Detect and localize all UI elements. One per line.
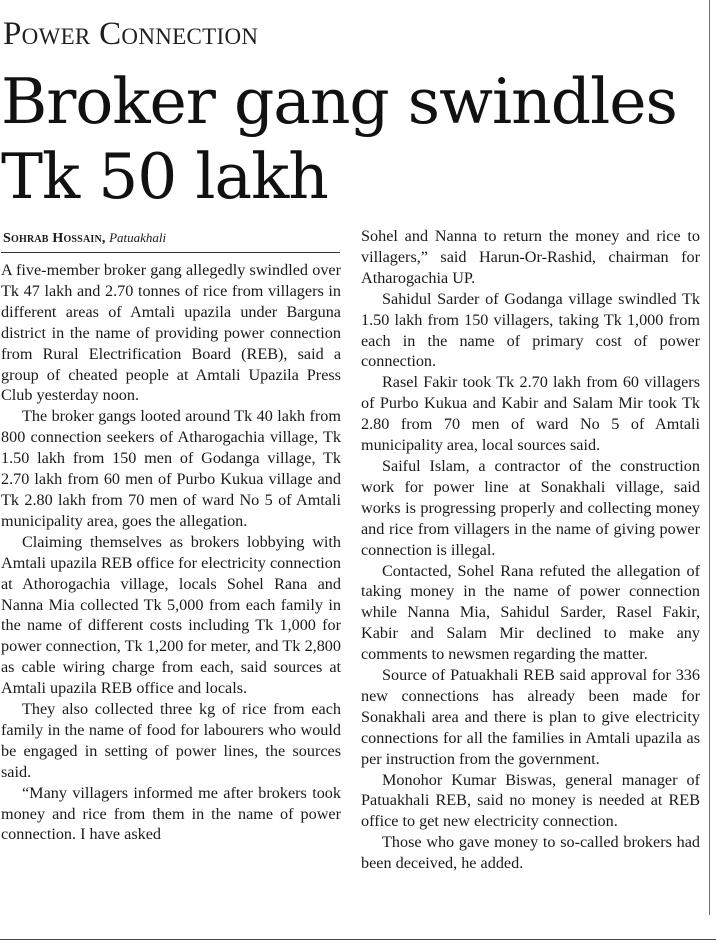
article-paragraph: Those who gave money to so-called brokers had been deceived, he added. (361, 833, 700, 873)
article-paragraph: Monohor Kumar Biswas, general manager of Patuakhali REB, said no money is needed at REB office to get new electricity connection. (361, 770, 700, 831)
article-paragraph: Sohel and Nanna to return the money and rice to villagers,” said Harun-Or-Rashid, chairman for Atharogachia UP. (361, 227, 700, 287)
article-paragraph: Saiful Islam, a contractor of the construction work for power line at Sonakhali village, said works is progressing properly and collecting money and rice from villagers in the name of giving power connection is illegal. (361, 456, 700, 559)
dateline-location: Patuakhali (109, 230, 167, 245)
article-paragraph: The broker gangs looted around Tk 40 lakh from 800 connection seekers of Atharogachia village, Tk 1.50 lakh from 150 men of Godanga village, Tk 2.70 lakh from 60 men of Purbo Kukua village and Tk 2.80 lakh from 70 men of ward No 5 of Amtali municipality area, goes the allegation. (1, 407, 341, 530)
article-column-left (1, 260, 341, 845)
page-edge-rule (709, 0, 710, 915)
article-paragraph: Rasel Fakir took Tk 2.70 lakh from 60 villagers of Purbo Kukua and Kabir and Salam Mir took Tk 2.80 from 70 men of ward No 5 of Amtali municipality area, local sources said. (361, 373, 700, 455)
byline-divider (1, 252, 340, 253)
byline (3, 229, 166, 248)
article-paragraph: Contacted, Sohel Rana refuted the allegation of taking money in the name of power connection while Nanna Mia, Sahidul Sarder, Rasel Fakir, Kabir and Salam Mir declined to make any comments to newsmen regarding the matter. (361, 561, 700, 664)
article-paragraph: A five-member broker gang allegedly swindled over Tk 47 lakh and 2.70 tonnes of rice from villagers in different areas of Amtali upazila under Barguna district in the name of providing power connection from Rural Electrification Board (REB), said a group of cheated people at Amtali Upazila Press Club yesterday noon. (1, 261, 341, 405)
author-name: Sohrab Hossain, (3, 231, 106, 246)
section-label: Power Connection (3, 16, 259, 52)
article-paragraph: Sahidul Sarder of Godanga village swindled Tk 1.50 lakh from 150 villagers, taking Tk 1,000 from each in the name of primary cost of power connection. (361, 289, 700, 371)
headline: Broker gang swindles Tk 50 lakh (1, 65, 677, 213)
article-paragraph: Source of Patuakhali REB said approval for 336 new connections has already been made for Sonakhali area and there is plan to give electricity connections for all the families in Amtali upazila as per instruction from the government. (361, 666, 700, 768)
bottom-rule (0, 939, 716, 940)
article-paragraph: Claiming themselves as brokers lobbying with Amtali upazila REB office for electricity connection at Athorogachia village, locals Sohel Rana and Nanna Mia collected Tk 5,000 from each family in the name of different costs including Tk 1,000 for power connection, Tk 1,200 for meter, and Tk 2,800 as cable wiring charge from each, said sources at Amtali upazila REB office and locals. (1, 532, 341, 698)
article-paragraph: They also collected three kg of rice from each family in the name of food for labourers who would be engaged in setting of power lines, the sources said. (1, 700, 341, 781)
article-column-right (361, 226, 700, 874)
article-paragraph: “Many villagers informed me after brokers took money and rice from them in the name of power connection. I have asked (1, 783, 341, 844)
